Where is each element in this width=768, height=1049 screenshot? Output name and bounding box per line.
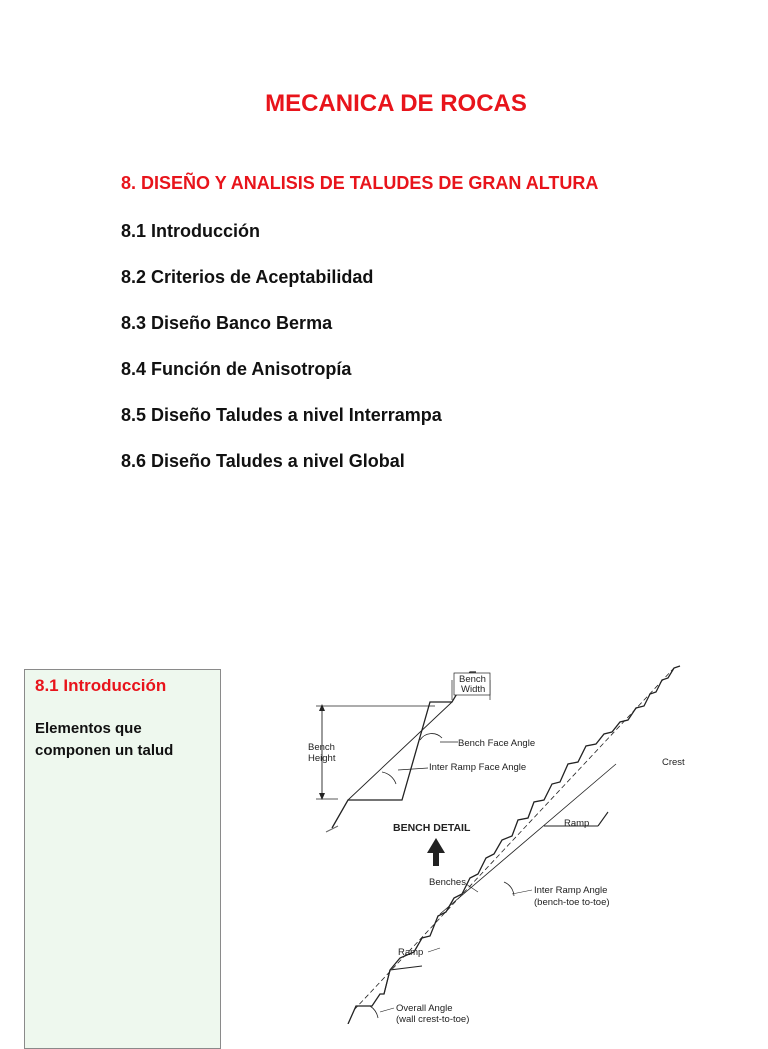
label-bench-face-angle: Bench Face Angle — [458, 738, 536, 749]
label-inter-ramp-angle-note: (bench-toe to-toe) — [534, 897, 610, 908]
ramp-top-line-2 — [598, 812, 608, 826]
label-ramp-bottom: Ramp — [398, 947, 424, 958]
bench-detail-profile — [332, 672, 476, 828]
toc-item: 8.1 Introducción — [121, 221, 261, 241]
label-overall-angle-note: (wall crest-to-toe) — [396, 1014, 470, 1024]
toc-item: 8.4 Función de Anisotropía — [121, 359, 352, 379]
table-of-contents — [121, 220, 442, 496]
overall-angle-arc — [370, 1006, 378, 1018]
label-bench-height-2: Height — [308, 753, 336, 764]
overall-angle-line — [354, 668, 674, 1010]
section-heading: 8. DISEÑO Y ANALISIS DE TALUDES DE GRAN ALTURA — [121, 173, 599, 193]
main-slope-profile — [348, 666, 680, 1024]
panel-text-line: Elementos que — [35, 720, 142, 737]
slope-diagram — [290, 660, 720, 1024]
page-title: MECANICA DE ROCAS — [265, 90, 527, 117]
toc-item: 8.2 Criterios de Aceptabilidad — [121, 267, 374, 287]
intro-panel — [24, 669, 221, 1049]
height-arrow-top — [319, 704, 325, 711]
inter-ramp-face-leader — [398, 768, 428, 770]
label-overall-angle: Overall Angle — [396, 1003, 453, 1014]
ramp-bottom — [384, 966, 422, 994]
label-inter-ramp-angle: Inter Ramp Angle — [534, 885, 608, 896]
toc-item: 8.6 Diseño Taludes a nivel Global — [121, 451, 405, 471]
label-crest: Crest — [662, 757, 685, 768]
label-inter-ramp-face-angle: Inter Ramp Face Angle — [429, 762, 527, 773]
inter-ramp-face-line — [348, 702, 452, 800]
label-bench-width-2: Width — [461, 684, 486, 695]
label-ramp-top: Ramp — [564, 818, 590, 829]
toc-item: 8.5 Diseño Taludes a nivel Interrampa — [121, 405, 442, 425]
up-arrow-icon — [427, 838, 445, 866]
ramp-bottom-leader — [428, 948, 440, 952]
toc-item: 8.3 Diseño Banco Berma — [121, 313, 333, 333]
bench-face-angle-arc — [420, 734, 442, 740]
label-benches: Benches — [429, 877, 466, 888]
inter-ramp-face-angle-arc — [382, 772, 396, 784]
inter-ramp-angle-leader — [512, 890, 532, 894]
panel-title: 8.1 Introducción — [35, 676, 167, 695]
panel-text-line: componen un talud — [35, 742, 174, 759]
overall-angle-leader — [380, 1008, 394, 1012]
panel-text — [35, 718, 215, 762]
label-bench-width-1: Bench — [459, 674, 486, 685]
label-bench-detail: BENCH DETAIL — [393, 822, 471, 834]
label-bench-height-1: Bench — [308, 742, 335, 753]
